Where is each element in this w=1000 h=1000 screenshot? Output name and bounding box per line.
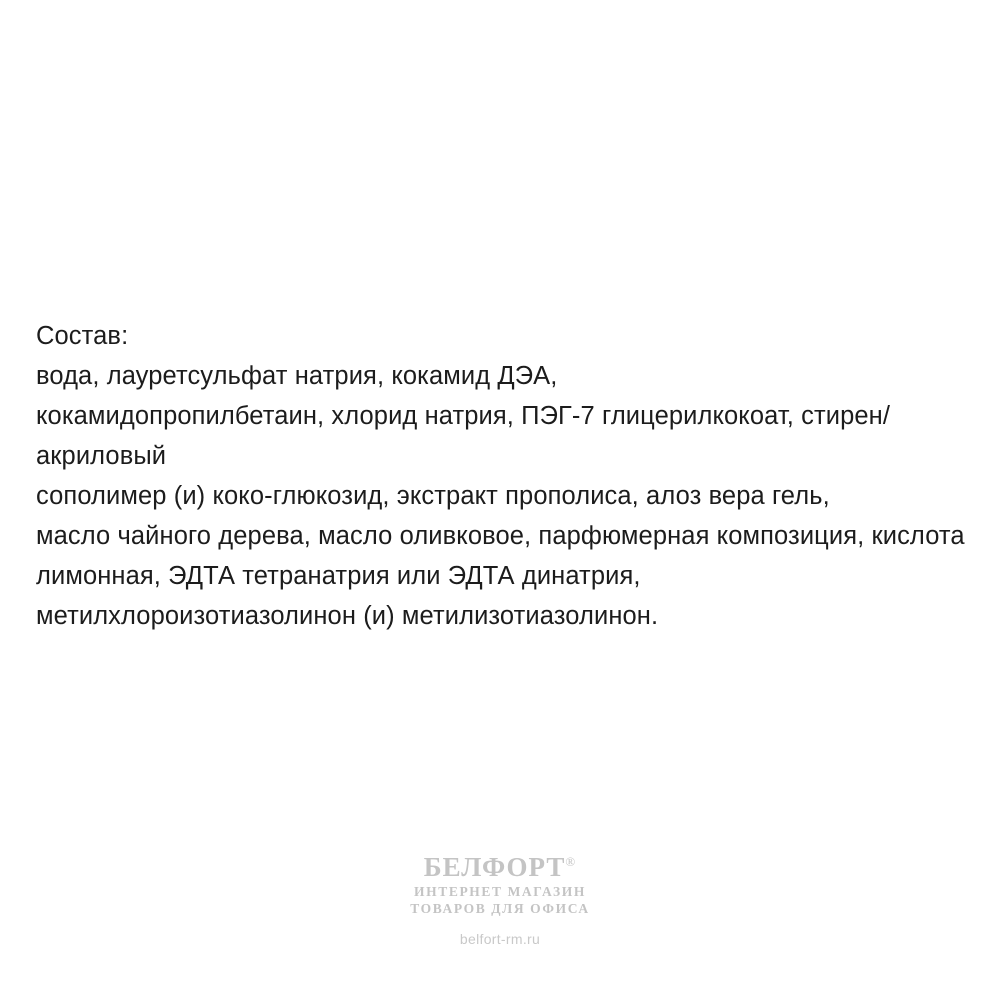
watermark-brand [424,852,577,883]
composition-line: масло чайного дерева, масло оливковое, парфюмерная композиция, кислота [36,522,965,550]
watermark-url: belfort-rm.ru [459,931,541,947]
watermark-brand-text: БЕЛФОРТ [423,852,566,882]
composition-line: вода, лауретсульфат натрия, кокамид ДЭА, [36,362,558,390]
watermark-subtitle-line1: ИНТЕРНЕТ МАГАЗИН [414,884,586,899]
composition-heading: Состав: [36,322,129,350]
composition-line: кокамидопропилбетаин, хлорид натрия, ПЭГ-7 глицерилкокоат, стирен/акриловый [36,402,891,470]
composition-line: сополимер (и) коко-глюкозид, экстракт прополиса, алоз вера гель, [36,482,830,510]
composition-line: метилхлороизотиазолинон (и) метилизотиазолинон. [36,602,659,630]
composition-block [36,316,966,636]
watermark [0,852,1000,947]
registered-mark-icon: ® [565,854,577,869]
composition-line: лимонная, ЭДТА тетранатрия или ЭДТА динатрия, [36,562,641,590]
watermark-subtitle-line2: ТОВАРОВ ДЛЯ ОФИСА [410,901,590,916]
